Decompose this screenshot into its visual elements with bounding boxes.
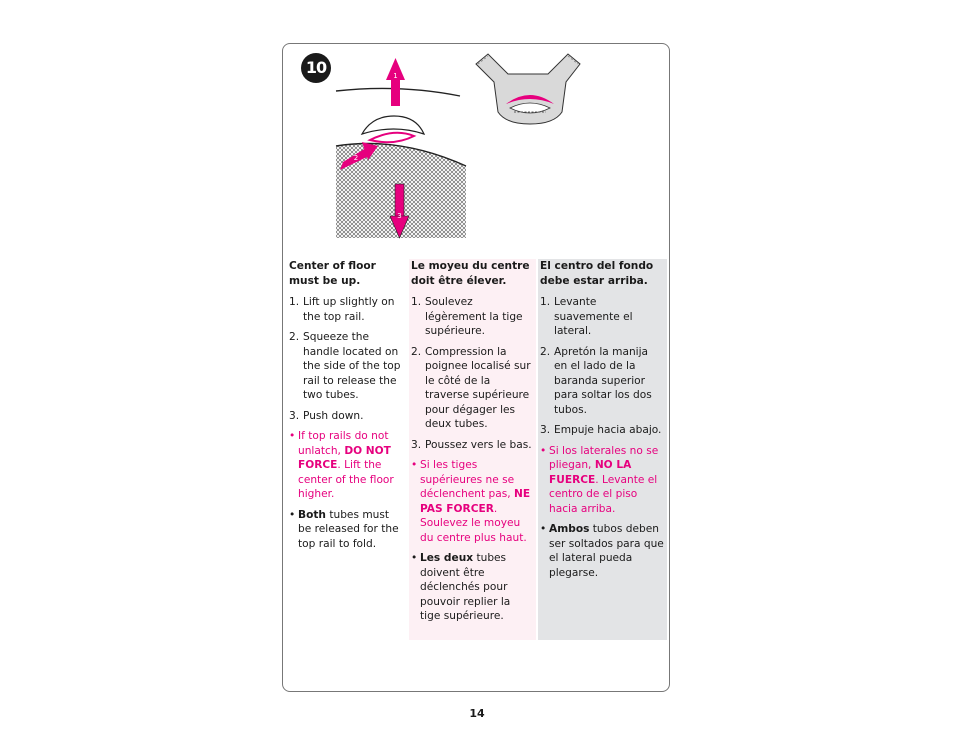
en-steps bbox=[289, 295, 404, 423]
fr-warning-note bbox=[411, 458, 533, 545]
es-tip-bold: Ambos bbox=[549, 523, 590, 535]
fr-tip-note bbox=[411, 551, 533, 624]
en-warning-note bbox=[289, 429, 404, 502]
fr-tip-post: tubes doivent être déclenchés pour pouvoir replier la tige supérieure. bbox=[420, 552, 511, 622]
es-warning-note bbox=[540, 444, 664, 517]
es-step-2-text: Apretón la manija en el lado de la baranda superior para soltar los dos tubos. bbox=[554, 345, 652, 416]
hub-detail-inset bbox=[476, 54, 580, 124]
fr-step-3-num: 3. bbox=[411, 438, 422, 451]
arrow-3-label: 3 bbox=[397, 212, 402, 220]
fr-steps bbox=[411, 295, 533, 452]
arrow-1-label: 1 bbox=[393, 72, 398, 80]
en-step-2-text: Squeeze the handle located on the side of the top rail to release the two tubes. bbox=[303, 331, 401, 401]
es-tip-post: tubos deben ser soltados para que el lateral pueda plegarse. bbox=[549, 523, 664, 579]
floor-hub bbox=[362, 116, 424, 134]
fr-step-1-text: Soulevez légèrement la tige supérieure. bbox=[425, 296, 523, 337]
en-warning-bullet: • bbox=[289, 430, 296, 442]
playard-illustration bbox=[0, 0, 954, 260]
fr-warning-post: . Soulevez le moyeu du centre plus haut. bbox=[420, 502, 527, 544]
en-warning-bold: DO NOT FORCE bbox=[298, 444, 391, 471]
es-step-3 bbox=[540, 423, 664, 438]
page-number: 14 bbox=[469, 707, 485, 720]
arrow-2-label: 2 bbox=[353, 154, 359, 162]
en-tip-bullet: • bbox=[289, 508, 296, 521]
fr-heading: Le moyeu du centre doit être élever. bbox=[411, 260, 530, 287]
fr-step-3 bbox=[411, 438, 533, 453]
es-step-3-text: Empuje hacia abajo. bbox=[554, 424, 662, 436]
es-tip-note bbox=[540, 522, 664, 580]
english-column bbox=[286, 259, 408, 551]
fr-step-2 bbox=[411, 345, 533, 432]
es-step-1-num: 1. bbox=[540, 296, 551, 308]
es-heading: El centro del fondo debe estar arriba. bbox=[540, 260, 654, 287]
fr-tip-bold: Les deux bbox=[420, 552, 474, 564]
es-step-2 bbox=[540, 345, 664, 418]
fr-step-2-num: 2. bbox=[411, 345, 422, 358]
en-step-1-num: 1. bbox=[289, 296, 300, 308]
french-column bbox=[409, 259, 536, 640]
es-tip-bullet: • bbox=[540, 523, 547, 535]
en-step-2-num: 2. bbox=[289, 331, 300, 343]
fr-warning-bullet: • bbox=[411, 459, 418, 471]
en-step-3 bbox=[289, 409, 404, 424]
en-step-1 bbox=[289, 295, 404, 324]
arrow-1-up-icon bbox=[386, 58, 405, 106]
es-warning-bold: NO LA FUERCE bbox=[549, 459, 632, 486]
es-step-3-num: 3. bbox=[540, 424, 551, 436]
es-step-1-text: Levante suavemente el lateral. bbox=[554, 296, 633, 337]
en-step-3-text: Push down. bbox=[303, 409, 364, 422]
en-step-1-text: Lift up slightly on the top rail. bbox=[303, 296, 395, 323]
es-warning-post: . Levante el centro de el piso hacia arriba. bbox=[549, 473, 658, 515]
es-step-1 bbox=[540, 295, 664, 339]
fr-warning-bold: NE PAS FORCER bbox=[420, 488, 531, 515]
en-tip-post: tubes must be released for the top rail to fold. bbox=[298, 508, 399, 550]
en-tip-note bbox=[289, 508, 404, 552]
en-warning-post: . Lift the center of the floor higher. bbox=[298, 459, 394, 500]
fr-tip-bullet: • bbox=[411, 552, 418, 564]
en-warning-pre: If top rails do not unlatch, bbox=[298, 430, 389, 457]
en-step-3-num: 3. bbox=[289, 409, 300, 422]
spanish-column bbox=[538, 259, 667, 640]
fr-step-1 bbox=[411, 295, 533, 339]
es-warning-bullet: • bbox=[540, 444, 547, 457]
fr-step-3-text: Poussez vers le bas. bbox=[425, 438, 532, 451]
en-heading: Center of floor must be up. bbox=[289, 260, 376, 287]
es-warning-pre: Si los laterales no se pliegan, bbox=[549, 444, 659, 471]
en-step-2 bbox=[289, 330, 404, 403]
fr-step-2-text: Compression la poignee localisé sur le côté de la traverse supérieure pour dégager les deux tubes. bbox=[425, 345, 531, 430]
es-step-2-num: 2. bbox=[540, 345, 551, 358]
fr-warning-pre: Si les tiges supérieures ne se déclenchent pas, bbox=[420, 459, 515, 500]
step-number-badge: 10 bbox=[301, 53, 331, 83]
en-tip-bold: Both bbox=[298, 508, 326, 521]
fr-step-1-num: 1. bbox=[411, 296, 422, 308]
es-steps bbox=[540, 295, 664, 438]
